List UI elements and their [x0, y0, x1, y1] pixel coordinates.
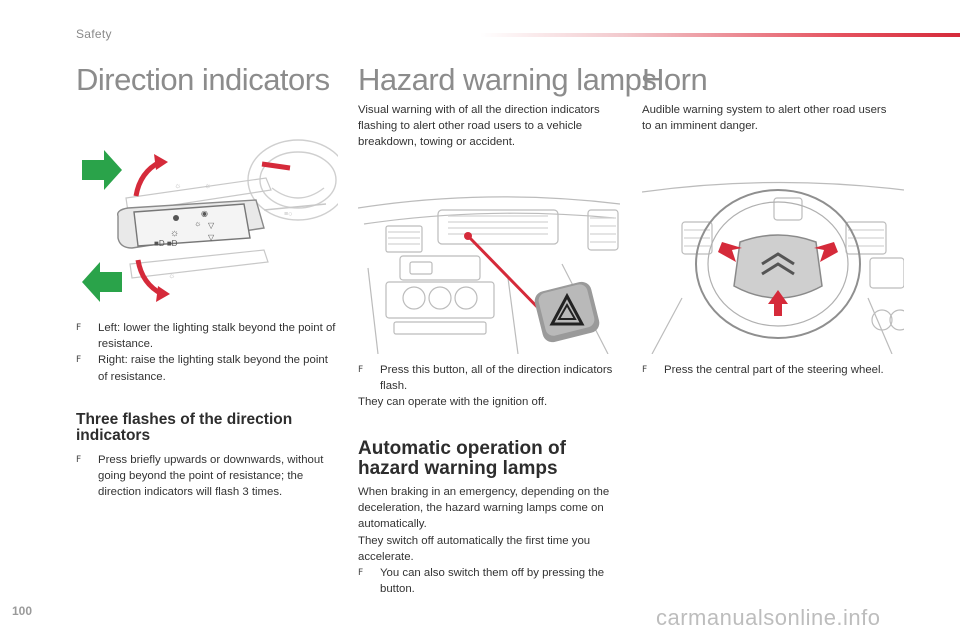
- automatic-hazard-text: [358, 484, 620, 597]
- automatic-hazard-text-1: When braking in an emergency, depending on the deceleration, the hazard warning lamps come on automatically.: [358, 486, 610, 531]
- horn-intro: Audible warning system to alert other road users to an imminent danger.: [642, 104, 887, 133]
- direction-bullets: [76, 320, 338, 385]
- section-label: Safety: [76, 27, 112, 41]
- hazard-bullets: [358, 362, 620, 411]
- svg-text:≡○: ≡○: [284, 211, 293, 218]
- hazard-ignition-note: They can operate with the ignition off.: [358, 396, 548, 409]
- horn-column: [642, 62, 904, 98]
- three-flashes-bullets: [76, 452, 326, 501]
- svg-text:☼: ☼: [174, 181, 182, 190]
- watermark: carmanualsonline.info: [656, 605, 881, 630]
- bullet-press-central: F Press the central part of the steering wheel.: [642, 362, 890, 378]
- hazard-intro: Visual warning with of all the direction indicators flashing to alert other road users to a vehicle breakdown, towing or accident.: [358, 104, 600, 149]
- steering-wheel-horn-illustration: [642, 178, 904, 354]
- lighting-stalk-illustration: [76, 138, 338, 306]
- dashboard-hazard-illustration: [358, 178, 620, 354]
- bullet-marker: F: [358, 568, 364, 579]
- svg-text:☼: ☼: [204, 181, 212, 190]
- direction-indicators-column: [76, 62, 338, 98]
- three-flashes-heading: Three flashes of the direction indicators: [76, 411, 293, 444]
- automatic-hazard-text-2: They switch off automatically the first time you accelerate.: [358, 534, 591, 563]
- page-number: 100: [12, 604, 33, 618]
- svg-text:▽: ▽: [208, 233, 215, 242]
- svg-text:☼: ☼: [194, 219, 202, 228]
- hazard-warning-title: Hazard warning lamps: [358, 62, 657, 97]
- bullet-switch-off: F You can also switch them off by pressing the button.: [358, 567, 605, 596]
- svg-text:▽: ▽: [208, 221, 215, 230]
- svg-text:■D ■D: ■D ■D: [154, 239, 178, 248]
- bullet-marker: F: [642, 365, 648, 375]
- svg-text:◉: ◉: [201, 209, 208, 218]
- bullet-right: F Right: raise the lighting stalk beyond the point of resistance.: [76, 354, 328, 383]
- bullet-left: F Left: lower the lighting stalk beyond the point of resistance.: [76, 322, 336, 351]
- svg-text:☼: ☼: [168, 271, 176, 280]
- direction-indicators-title: Direction indicators: [76, 62, 330, 97]
- bullet-press-briefly: F Press briefly upwards or downwards, without going beyond the point of resistance; the direction indicators will flash 3 times.: [76, 454, 324, 499]
- horn-bullets: [642, 362, 890, 378]
- bullet-marker: F: [76, 323, 82, 333]
- bullet-marker: F: [358, 365, 364, 375]
- header-accent-bar: [480, 33, 960, 37]
- bullet-marker: F: [76, 355, 82, 366]
- automatic-hazard-heading: Automatic operation of hazard warning lamps: [358, 438, 566, 479]
- bullet-marker: F: [76, 455, 82, 465]
- horn-title: Horn: [642, 62, 708, 97]
- svg-text:☼: ☼: [170, 228, 180, 239]
- hazard-warning-column: [358, 62, 657, 98]
- bullet-press-button: F Press this button, all of the direction indicators flash.: [358, 364, 613, 393]
